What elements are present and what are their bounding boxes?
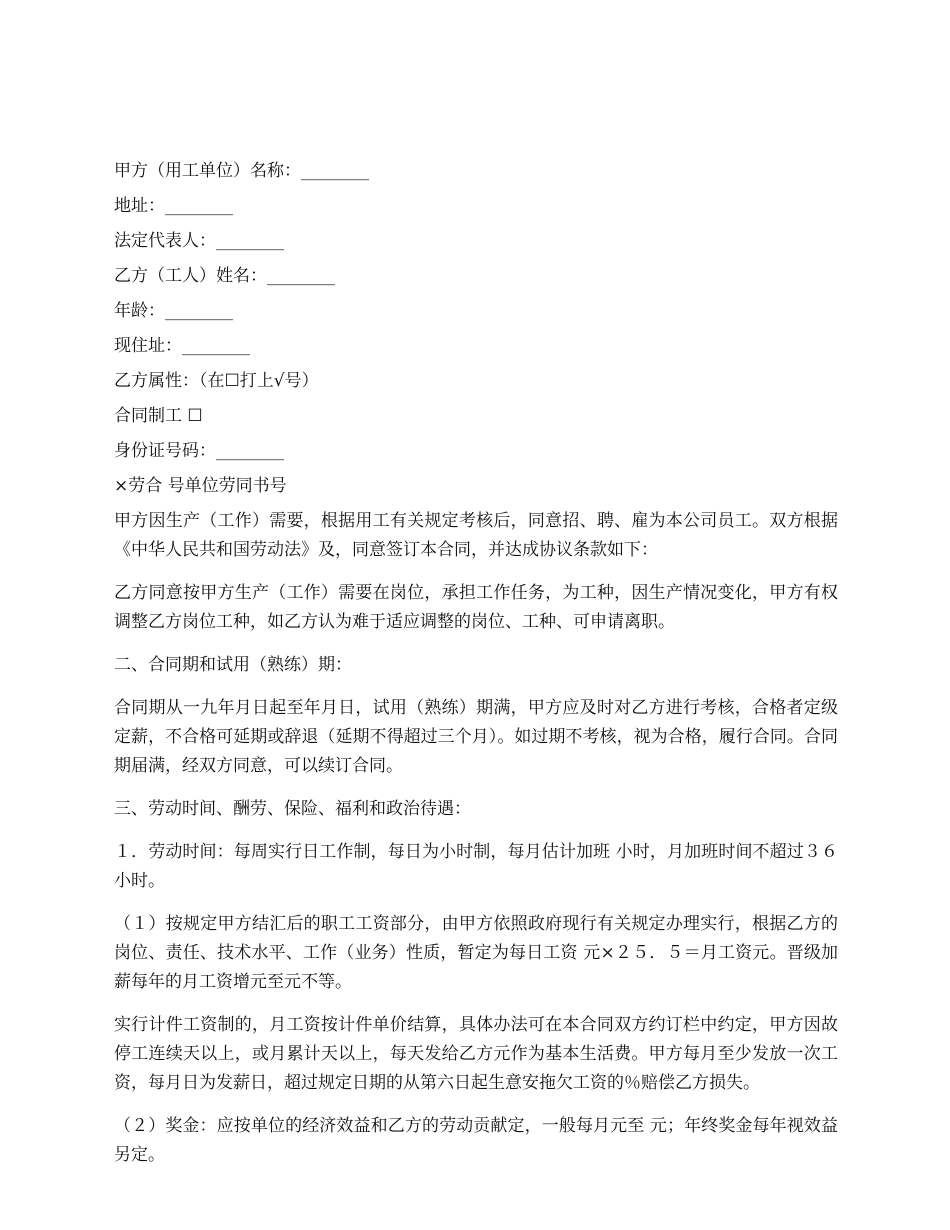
preamble-paragraph: 甲方因生产（工作）需要，根据用工有关规定考核后，同意招、聘、雇为本公司员工。双方根据《中华人民共和国劳动法》及，同意签订本合同，并达成协议条款如下： xyxy=(114,511,838,560)
bonus-paragraph: （２）奖金：应按单位的经济效益和乙方的劳动贡献定，一般每月元至 元；年终奖金每年视效益另定。 xyxy=(114,1116,838,1165)
party-b-attribute-field: 乙方属性：（在☐打上√号） xyxy=(114,371,319,391)
job-assignment-paragraph: 乙方同意按甲方生产（工作）需要在岗位，承担工作任务，为工种，因生产情况变化，甲方有权调整乙方岗位工种，如乙方认为难于适应调整的岗位、工种、可申请离职。 xyxy=(114,583,838,632)
address-field: 地址：________ xyxy=(114,196,233,216)
contract-number-line: ×劳合 号单位劳同书号 xyxy=(114,476,287,496)
contract-worker-checkbox-line: 合同制工 ☐ xyxy=(114,406,203,426)
wage-paragraph: （１）按规定甲方结汇后的职工工资部分，由甲方依照政府现行有关规定办理实行，根据乙方的岗位、责任、技术水平、工作（业务）性质，暂定为每日工资 元×２５．５＝月工资元。晋级加薪每年的月工资增元至元不等。 xyxy=(114,914,838,992)
section-heading-working-conditions: 三、劳动时间、酬劳、保险、福利和政治待遇： xyxy=(114,799,471,819)
contract-document xyxy=(114,157,838,1184)
party-b-name-field: 乙方（工人）姓名：________ xyxy=(114,266,335,286)
section-heading-contract-term: 二、合同期和试用（熟练）期： xyxy=(114,655,352,675)
age-field: 年龄：________ xyxy=(114,301,233,321)
party-a-name-field: 甲方（用工单位）名称：________ xyxy=(114,161,369,181)
contract-term-paragraph: 合同期从一九年月日起至年月日，试用（熟练）期满，甲方应及时对乙方进行考核，合格者定级定薪，不合格可延期或辞退（延期不得超过三个月）。如过期不考核，视为合格，履行合同。合同期届满，经双方同意，可以续订合同。 xyxy=(114,698,838,776)
piecework-wage-paragraph: 实行计件工资制的，月工资按计件单价结算，具体办法可在本合同双方约订栏中约定，甲方因故停工连续天以上，或月累计天以上，每天发给乙方元作为基本生活费。甲方每月至少发放一次工资，每月日为发薪日，超过规定日期的从第六日起生意安拖欠工资的％赔偿乙方损失。 xyxy=(114,1015,838,1093)
legal-representative-field: 法定代表人：________ xyxy=(114,231,284,251)
working-hours-paragraph: １．劳动时间：每周实行日工作制，每日为小时制，每月估计加班 小时，月加班时间不超过３６小时。 xyxy=(114,842,838,891)
current-address-field: 现住址：________ xyxy=(114,336,250,356)
id-number-field: 身份证号码：________ xyxy=(114,441,284,461)
